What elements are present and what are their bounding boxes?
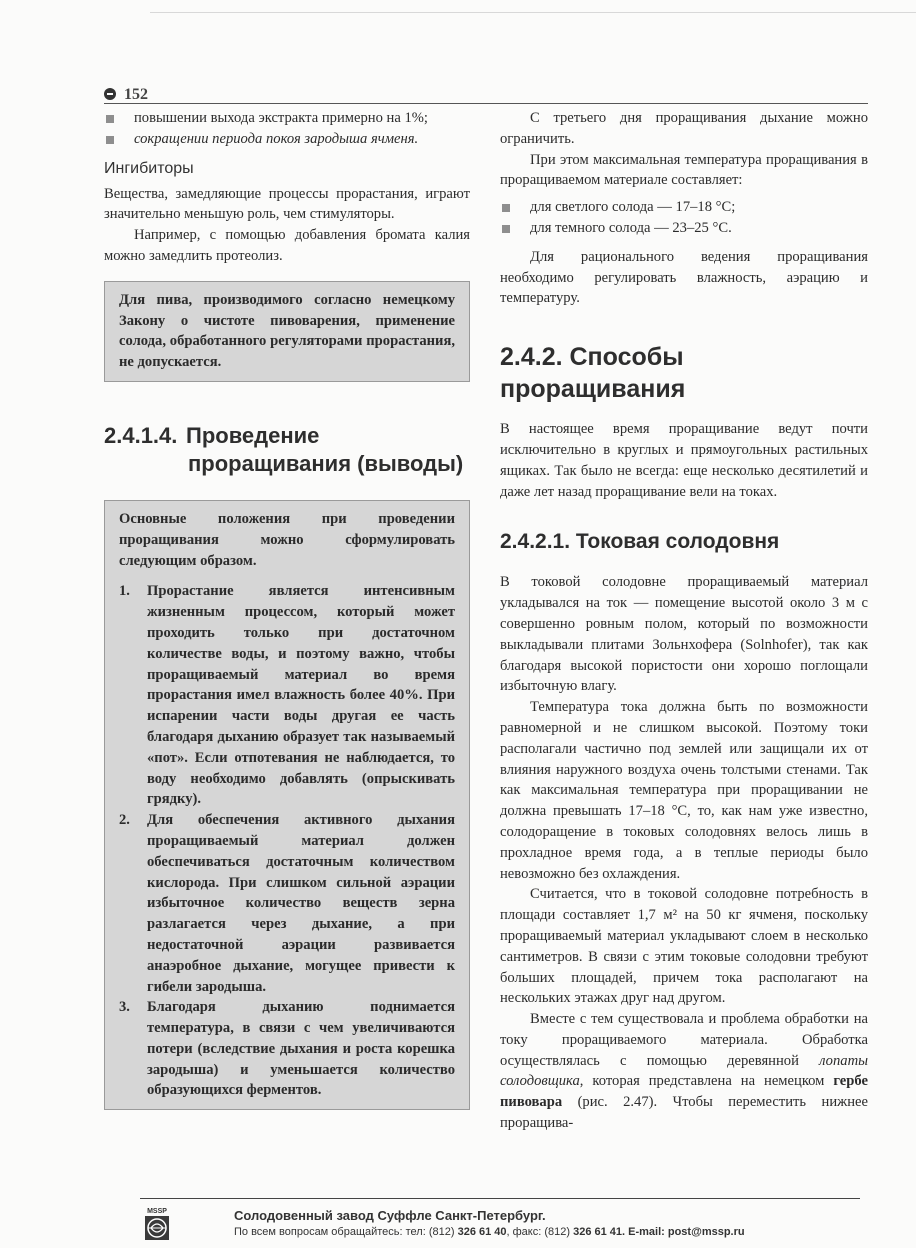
left-column xyxy=(104,108,470,1110)
footer-contacts: По всем вопросам обращайтесь: тел: (812) 326 61 40, факс: (812) 326 61 41. E-mail: post@mssp.ru xyxy=(234,1226,745,1238)
bullet-square-icon xyxy=(106,136,114,144)
section-title-line2: проращивания (выводы) xyxy=(188,450,464,476)
footer-rule xyxy=(140,1198,860,1199)
mssp-logo-icon xyxy=(140,1206,174,1242)
phone-number: 326 61 40 xyxy=(457,1226,507,1238)
temperature-bullet-list xyxy=(500,197,868,239)
list-item: для темного солода — 23–25 °С. xyxy=(500,218,868,239)
bullet-square-icon xyxy=(106,115,114,123)
list-item: для светлого солода — 17–18 °С; xyxy=(500,197,868,218)
inhibitors-example-paragraph: Например, с помощью добавления бромата калия можно замедлить протеолиз. xyxy=(104,227,470,264)
summary-numbered-list xyxy=(119,581,455,1101)
list-item: сокращении периода покоя зародыша ячменя. xyxy=(104,129,470,150)
bold-term: гербе пивовара xyxy=(500,1073,868,1111)
inhibitors-paragraph: Вещества, замедляющие процессы прорастания, играют значительно меньшую роль, чем стимуляторы. xyxy=(104,185,470,223)
italic-term: лопаты солодовщика xyxy=(500,1052,868,1090)
paragraph: С третьего дня проращивания дыхание можно ограничить. xyxy=(500,110,868,147)
paragraph: В настоящее время проращивание ведут почти исключительно в круглых и прямоугольных растильных ящиках. Так было не всегда: еще несколько десятилетий и даже лет назад проращивание вели на токах. xyxy=(500,421,868,500)
paragraph: Вместе с тем существовала и проблема обработки на току проращиваемого материала. Обработка осуществлялась с помощью деревянной лопаты солодовщика, которая представлена на немецком гербе пивовара (рис. 2.47). Чтобы переместить нижнее проращива- xyxy=(500,1011,868,1132)
page-marker-icon xyxy=(104,88,116,100)
paragraph: Температура тока должна быть по возможности равномерной и не слишком высокой. Поэтому токи располагали частично под землей или защищали их от влияния наружного воздуха очень толстыми стенами. Так как максимальная температура при проращивании не должна превышать 17–18 °С, то, как нам уже известно, солодоращение в токовых солодовнях велось лишь в прохладное время года, а в теплые периоды было невозможно без охлаждения. xyxy=(500,699,868,882)
page-header xyxy=(104,86,868,104)
top-scan-rule xyxy=(150,12,916,13)
section-heading-2-4-1-4 xyxy=(104,422,470,478)
paragraph: В токовой солодовне проращиваемый материал укладывался на ток — помещение высотой около 3 м с совершенно ровным полом, который по возможности выкладывали плитами Зольнхофера (Solnhofer), так как благодаря высокой пористости они хорошо поглощали избыточную влагу. xyxy=(500,574,868,695)
paragraph: При этом максимальная температура проращивания в проращиваемом материале составляет: xyxy=(500,151,868,189)
summary-intro: Основные положения при проведении проращивания можно сформулировать следующим образом. xyxy=(119,510,455,569)
bullet-square-icon xyxy=(502,225,510,233)
inhibitors-heading: Ингибиторы xyxy=(104,159,194,177)
section-title-line1: Проведение xyxy=(186,422,320,448)
purity-law-text: Для пива, производимого согласно немецкому Закону о чистоте пивоварения, применение солода, обработанного регуляторами прорастания, не допускается. xyxy=(119,291,455,371)
fax-number: 326 61 41 xyxy=(573,1226,623,1238)
section-number: 2.4.1.4. xyxy=(104,422,178,448)
section-heading-2-4-2-1: 2.4.2.1. Токовая солодовня xyxy=(500,530,780,554)
summary-box xyxy=(104,500,470,1110)
header-rule xyxy=(104,103,868,104)
paragraph: Считается, что в токовой солодовне потребность в площади составляет 1,7 м² на 50 кг ячменя, поскольку проращиваемый материал укладывают слоем в несколько сантиметров. В связи с этим токовые солодовни требуют больших площадей, причем тока располагают на нескольких этажах друг над другом. xyxy=(500,886,868,1007)
right-column xyxy=(500,108,868,1134)
intro-bullet-list xyxy=(104,108,470,150)
footer-company-name: Солодовенный завод Суффле Санкт-Петербург. xyxy=(234,1208,546,1223)
list-item: 1. Прорастание является интенсивным жизненным процессом, который может проходить только при достаточном количестве воды, и поэтому важно, чтобы проращиваемый материал во время прорастания имел влажность более 40%. При испарении части воды другая ее часть благодаря дыханию образует так называемый «пот». Если отпотевания не наблюдается, то воду необходимо добавлять (опрыскивать грядку). xyxy=(119,583,455,808)
page-footer xyxy=(140,1198,860,1242)
svg-text:MSSP: MSSP xyxy=(147,1208,167,1215)
list-item: 2. Для обеспечения активного дыхания проращиваемый материал должен обеспечиваться достаточным количеством кислорода. При слишком сильной аэрации избыточное количество веществ зерна разлагается через дыхание, а при недостаточной аэрации развивается анаэробное дыхание, могущее привести к гибели зародыша. xyxy=(119,812,455,995)
page-number: 152 xyxy=(124,86,148,103)
list-item: повышении выхода экстракта примерно на 1%; xyxy=(104,108,470,129)
paragraph: Для рационального ведения проращивания необходимо регулировать влажность, аэрацию и температуру. xyxy=(500,248,868,307)
purity-law-box xyxy=(104,281,470,382)
bullet-square-icon xyxy=(502,204,510,212)
section-heading-2-4-2: 2.4.2. Способы проращивания xyxy=(500,343,686,404)
list-item: 3. Благодаря дыханию поднимается температура, в связи с чем увеличиваются потери (вследствие дыхания и роста корешка зародыша) и уменьшается количество образующихся ферментов. xyxy=(119,999,455,1099)
